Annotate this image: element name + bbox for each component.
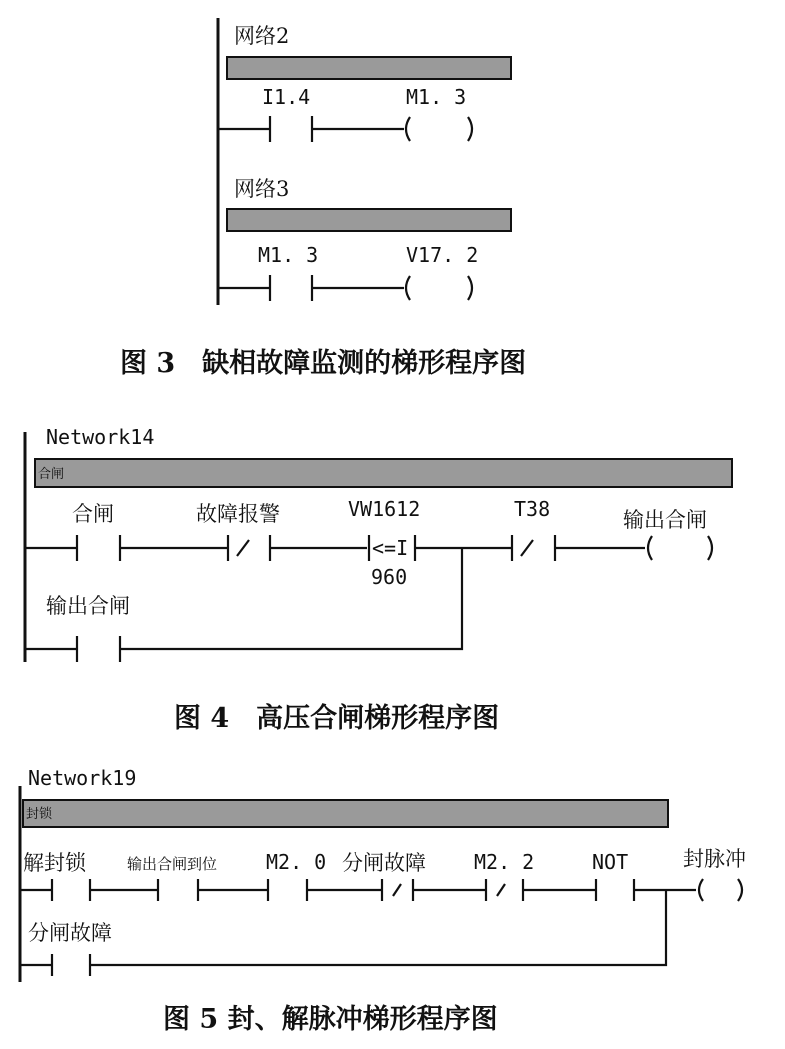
network-banner <box>35 459 732 487</box>
network-banner <box>23 800 668 827</box>
network-banner-label: 合闸 <box>38 467 65 482</box>
nc-slash-icon <box>497 884 505 896</box>
compare-operator: <=I <box>372 536 409 560</box>
network-title: 网络2 <box>234 24 290 48</box>
coil-label: V17. 2 <box>406 243 479 267</box>
rung-network-19 <box>20 879 742 976</box>
figure-4 <box>25 425 732 734</box>
figure-3 <box>120 18 526 379</box>
coil-icon <box>406 117 410 141</box>
figure-caption: 图 4 高压合闸梯形程序图 <box>174 703 500 734</box>
nc-slash-icon <box>521 540 533 556</box>
contact-label: I1.4 <box>262 85 311 109</box>
contact-label: M1. 3 <box>258 243 319 267</box>
figure-caption: 图 5 封、解脉冲梯形程序图 <box>163 1004 498 1035</box>
not-label: NOT <box>592 850 629 874</box>
coil-label: 输出合闸 <box>623 508 707 532</box>
nc-slash-icon <box>393 884 401 896</box>
contact-label: 故障报警 <box>196 502 280 526</box>
contact-label: 解封锁 <box>23 851 86 875</box>
compare-variable: VW1612 <box>348 497 421 521</box>
coil-icon <box>648 536 652 560</box>
rung-network-3 <box>218 275 472 301</box>
coil-icon <box>699 879 703 901</box>
contact-label: 分闸故障 <box>342 851 426 875</box>
compare-value: 960 <box>371 565 408 589</box>
coil-label: 封脉冲 <box>683 847 746 871</box>
rung-network-2 <box>218 116 472 142</box>
contact-label: 分闸故障 <box>28 921 112 945</box>
coil-icon <box>406 276 410 300</box>
figure-5 <box>20 766 746 1035</box>
network-banner-label: 封锁 <box>26 807 53 822</box>
contact-label: M2. 0 <box>266 850 327 874</box>
figure-caption: 图 3 缺相故障监测的梯形程序图 <box>120 348 527 379</box>
nc-slash-icon <box>237 540 249 556</box>
contact-label: M2. 2 <box>474 850 535 874</box>
contact-label: 输出合闸 <box>46 594 130 618</box>
contact-label: 合闸 <box>72 502 114 526</box>
network-title: Network14 <box>46 425 155 449</box>
network-title: Network19 <box>28 766 137 790</box>
network-banner <box>227 57 511 79</box>
network-title: 网络3 <box>234 177 290 201</box>
contact-label: 输出合闸到位 <box>127 855 218 873</box>
network-banner <box>227 209 511 231</box>
coil-label: M1. 3 <box>406 85 467 109</box>
contact-label: T38 <box>514 497 551 521</box>
